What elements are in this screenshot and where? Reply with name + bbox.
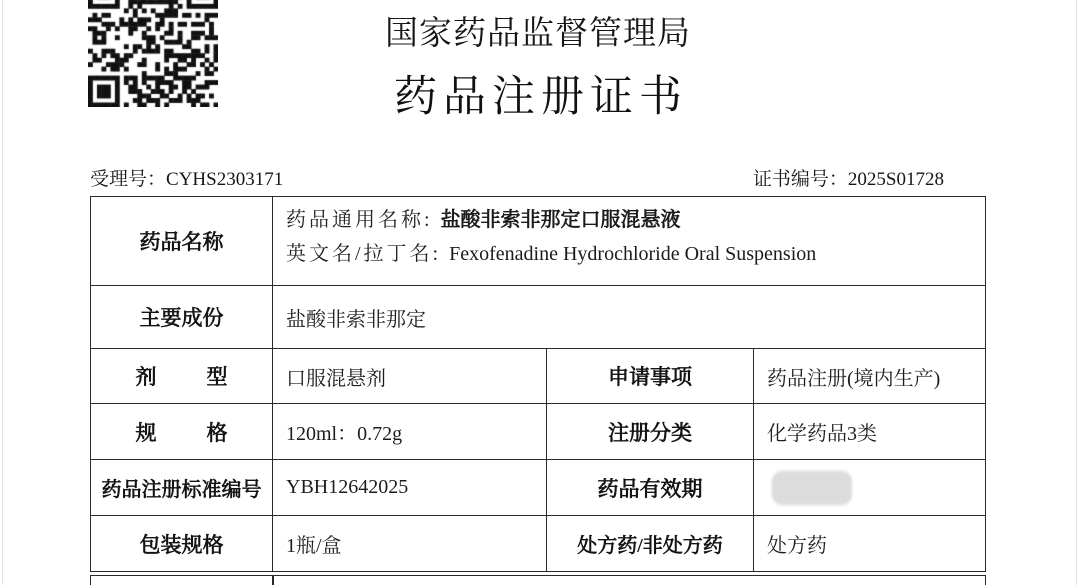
- page-edge-right: [1076, 0, 1077, 585]
- acceptance-value: CYHS2303171: [166, 169, 284, 190]
- standard-number-value: YBH12642025: [272, 460, 546, 515]
- application-item-label: 申请事项: [546, 349, 753, 403]
- table-row-dosage-application: [91, 348, 985, 403]
- redacted-blur: [772, 471, 852, 505]
- english-name-value: Fexofenadine Hydrochloride Oral Suspension: [449, 243, 817, 265]
- table-row-drug-name: [91, 197, 985, 285]
- table-row-package-rx: [91, 515, 985, 571]
- table-row-spec-class: [91, 403, 985, 459]
- specification-value: 120ml：0.72g: [272, 404, 546, 459]
- main-ingredient-label: 主要成份: [139, 306, 224, 330]
- table-row-main-ingredient: [91, 285, 985, 348]
- certificate-label: 证书编号：: [752, 169, 848, 190]
- certificate-number: [753, 164, 944, 191]
- package-spec-value: 1瓶/盒: [272, 516, 546, 571]
- certificate-value: 2025S01728: [847, 169, 944, 190]
- specification-label: [91, 404, 272, 459]
- application-item-value: 药品注册(境内生产): [753, 349, 985, 403]
- partial-row-divider: [272, 576, 274, 585]
- validity-value: [753, 460, 985, 515]
- registration-class-value: 化学药品3类: [753, 404, 985, 459]
- generic-name-value: 盐酸非索非那定口服混悬液: [440, 209, 681, 231]
- drug-name-value: [272, 197, 985, 285]
- dosage-form-value: 口服混悬剂: [272, 349, 546, 403]
- rx-otc-label: 处方药/非处方药: [546, 516, 753, 571]
- registration-class-label: 注册分类: [546, 404, 753, 459]
- document-title: 药品注册证书: [394, 74, 688, 121]
- english-name-prefix: 英文名/拉丁名:: [286, 243, 450, 265]
- page-edge-left: [2, 0, 3, 585]
- dosage-form-label: [91, 349, 272, 403]
- dosage-form-label-text: 剂型: [135, 365, 228, 389]
- issuing-authority: 国家药品监督管理局: [385, 14, 691, 51]
- main-ingredient-value: 盐酸非索非那定: [272, 286, 985, 348]
- specification-label-text: 规格: [135, 420, 228, 445]
- drug-name-label: 药品名称: [139, 230, 224, 254]
- validity-label: 药品有效期: [546, 460, 753, 515]
- standard-number-label: 药品注册标准编号: [101, 479, 262, 501]
- certificate-table: [90, 196, 986, 572]
- package-spec-label: 包装规格: [139, 532, 224, 557]
- table-next-row-partial: [90, 575, 986, 585]
- certificate-meta: [90, 164, 986, 191]
- generic-name-line: [286, 204, 985, 238]
- acceptance-number: [90, 164, 283, 191]
- generic-name-prefix: 药品通用名称:: [286, 209, 441, 231]
- table-row-standard-validity: [91, 459, 985, 515]
- rx-otc-value: 处方药: [753, 516, 985, 571]
- english-name-line: [286, 238, 985, 272]
- acceptance-label: 受理号：: [90, 169, 167, 190]
